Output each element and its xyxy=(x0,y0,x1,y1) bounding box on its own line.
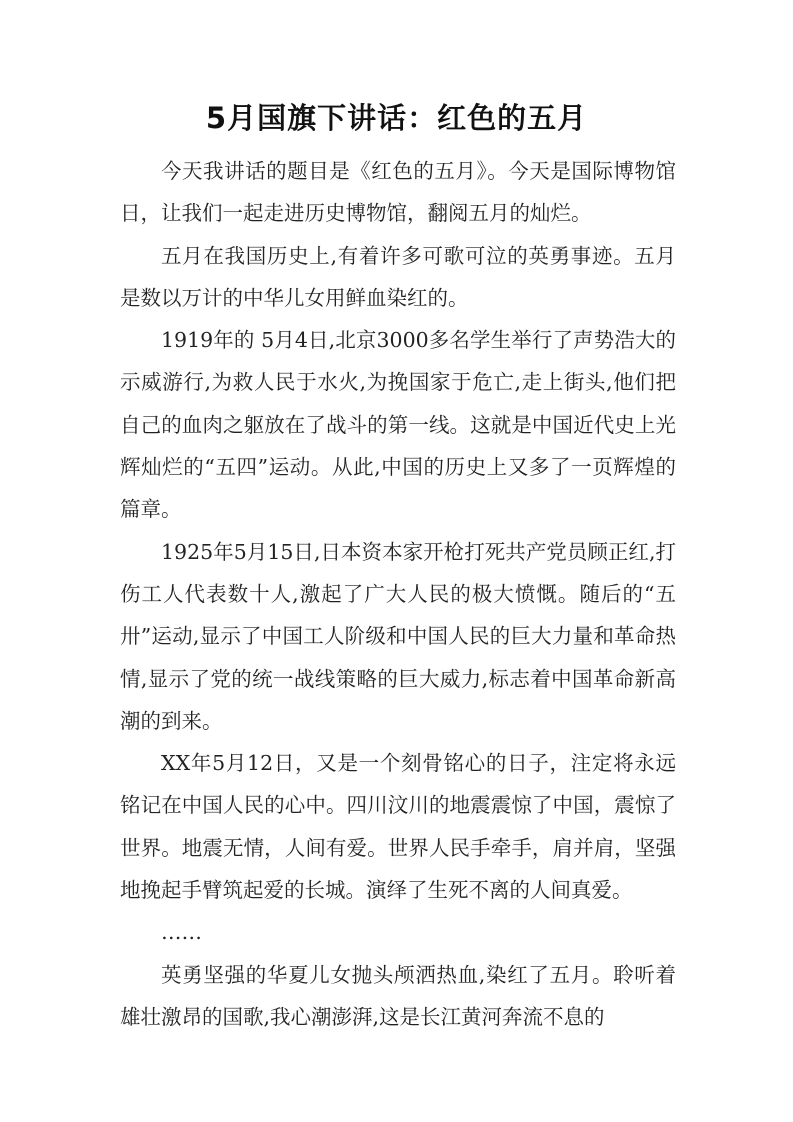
paragraph-closing: 英勇坚强的华夏儿女抛头颅洒热血,染红了五月。聆听着雄壮激昂的国歌,我心潮澎湃,这是长江黄河奔流不息的 xyxy=(120,962,676,1029)
paragraph-earthquake: XX年5月12日，又是一个刻骨铭心的日子，注定将永远铭记在中国人民的心中。四川汶川的地震震惊了中国，震惊了世界。地震无情，人间有爱。世界人民手牵手，肩并肩，坚强地挽起手臂筑起爱的长城。演绎了生死不离的人间真爱。 xyxy=(120,751,676,903)
paragraph-may-fourth: 1919年的 5月4日,北京3000多名学生举行了声势浩大的示威游行,为救人民于水火,为挽国家于危亡,走上街头,他们把自己的血肉之躯放在了战斗的第一线。这就是中国近代史上光辉灿烂的“五四”运动。从此,中国的历史上又多了一页辉煌的篇章。 xyxy=(120,328,676,522)
paragraph-may-thirtieth: 1925年5月15日,日本资本家开枪打死共产党员顾正红,打伤工人代表数十人,激起了广大人民的极大愤慨。随后的“五卅”运动,显示了中国工人阶级和中国人民的巨大力量和革命热情,显示了党的统一战线策略的巨大威力,标志着中国革命新高潮的到来。 xyxy=(120,539,676,733)
paragraph-ellipsis: …… xyxy=(161,920,202,945)
paragraph-may-history: 五月在我国历史上,有着许多可歌可泣的英勇事迹。五月是数以万计的中华儿女用鲜血染红的。 xyxy=(120,243,676,310)
document-body xyxy=(120,150,676,1038)
document-title: 5月国旗下讲话：红色的五月 xyxy=(205,101,588,135)
paragraph-museum-day: 今天我讲话的题目是《红色的五月》。今天是国际博物馆日，让我们一起走进历史博物馆，翻阅五月的灿烂。 xyxy=(120,159,676,226)
